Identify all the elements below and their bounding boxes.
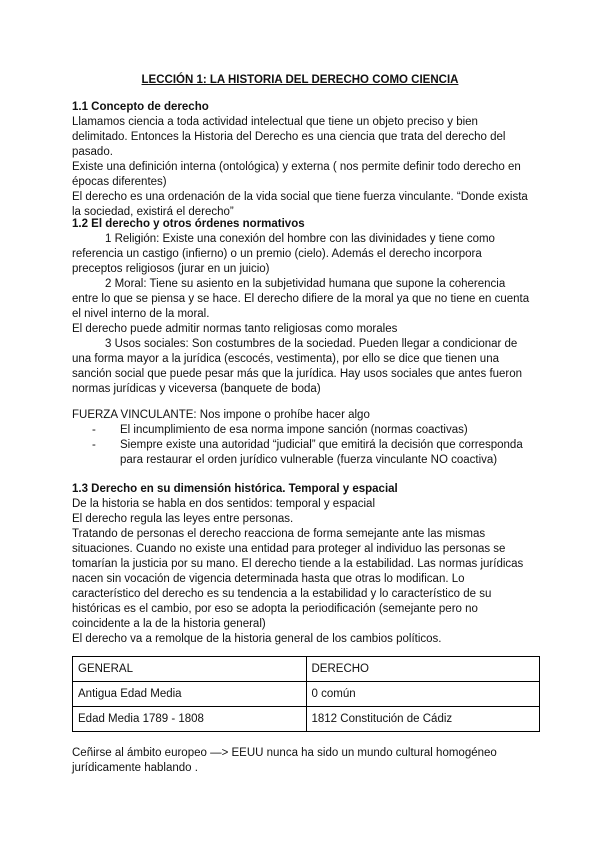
table-cell: GENERAL [73, 657, 307, 682]
paragraph: Ceñirse al ámbito europeo —> EEUU nunca ha sido un mundo cultural homogéneo jurídicamente hablando . [72, 747, 497, 774]
paragraph: Llamamos ciencia a toda actividad intelectual que tiene un objeto preciso y bien delimitado. Entonces la Historia del Derecho es una ciencia que trata del derecho del pasado. [72, 116, 506, 158]
paragraph: El derecho regula las leyes entre personas. [72, 513, 294, 525]
table-cell: DERECHO [306, 657, 540, 682]
fuerza-list [72, 423, 534, 468]
fuerza-vinculante [72, 408, 534, 468]
paragraph: 3 Usos sociales: Son costumbres de la sociedad. Pueden llegar a condicionar de una forma mayor a la jurídica (escocés, vestimenta), por ello se dice que tienen una sanción social que puede pesar más que la jurídica. Hay usos sociales que antes fueron normas jurídicas y viceversa (banquete de boda) [72, 338, 523, 395]
section-1 [72, 100, 534, 220]
paragraph: 1 Religión: Existe una conexión del hombre con las divinidades y tiene como referencia un castigo (infierno) o un premio (cielo). Además el derecho incorpora preceptos religiosos (jurar en un juicio) [72, 233, 495, 275]
closing-note [72, 746, 534, 776]
list-item: - El incumplimiento de esa norma impone sanción (normas coactivas) [106, 423, 534, 438]
paragraph: El derecho va a remolque de la historia general de los cambios políticos. [72, 633, 442, 645]
table-row [73, 682, 540, 707]
table-cell: 1812 Constitución de Cádiz [306, 707, 540, 732]
paragraph: 2 Moral: Tiene su asiento en la subjetividad humana que supone la coherencia entre lo que se piensa y se hace. El derecho difiere de la moral ya que no tiene en cuenta el nivel interno de la moral. [72, 278, 530, 320]
table-row [73, 657, 540, 682]
paragraph: Existe una definición interna (ontológica) y externa ( nos permite definir todo derecho en épocas diferentes) [72, 161, 521, 188]
page-title: LECCIÓN 1: LA HISTORIA DEL DERECHO COMO CIENCIA [141, 74, 459, 86]
paragraph: De la historia se habla en dos sentidos: temporal y espacial [72, 498, 376, 510]
paragraph: El derecho es una ordenación de la vida social que tiene fuerza vinculante. “Donde exista la sociedad, existirá el derecho” [72, 191, 528, 218]
section-2 [72, 217, 534, 397]
paragraph: El derecho puede admitir normas tanto religiosas como morales [72, 323, 398, 335]
section-3-heading: 1.3 Derecho en su dimensión histórica. Temporal y espacial [72, 483, 398, 495]
section-3 [72, 482, 534, 647]
table-cell: 0 común [306, 682, 540, 707]
section-2-heading: 1.2 El derecho y otros órdenes normativos [72, 218, 305, 230]
table-cell: Antigua Edad Media [73, 682, 307, 707]
table-row [73, 707, 540, 732]
table-cell: Edad Media 1789 - 1808 [73, 707, 307, 732]
section-1-heading: 1.1 Concepto de derecho [72, 101, 209, 113]
periodization-table [72, 656, 540, 732]
fuerza-intro: FUERZA VINCULANTE: Nos impone o prohíbe hacer algo [72, 409, 370, 421]
paragraph: Tratando de personas el derecho reacciona de forma semejante ante las mismas situaciones. Cuando no existe una entidad para proteger al individuo las personas se tomarían la justicia por su mano. El derecho tiende a la estabilidad. Las normas jurídicas nacen sin vocación de vigencia determinada hasta que otras lo modifican. Lo característico del derecho es su tendencia a la estabilidad y lo característico de su históricas es el cambio, por eso se adopta la periodificación (semejante pero no coincidente a la de la historia general) [72, 528, 524, 630]
list-item: - Siempre existe una autoridad “judicial” que emitirá la decisión que corresponda para restaurar el orden jurídico vulnerable (fuerza vinculante NO coactiva) [106, 438, 534, 468]
